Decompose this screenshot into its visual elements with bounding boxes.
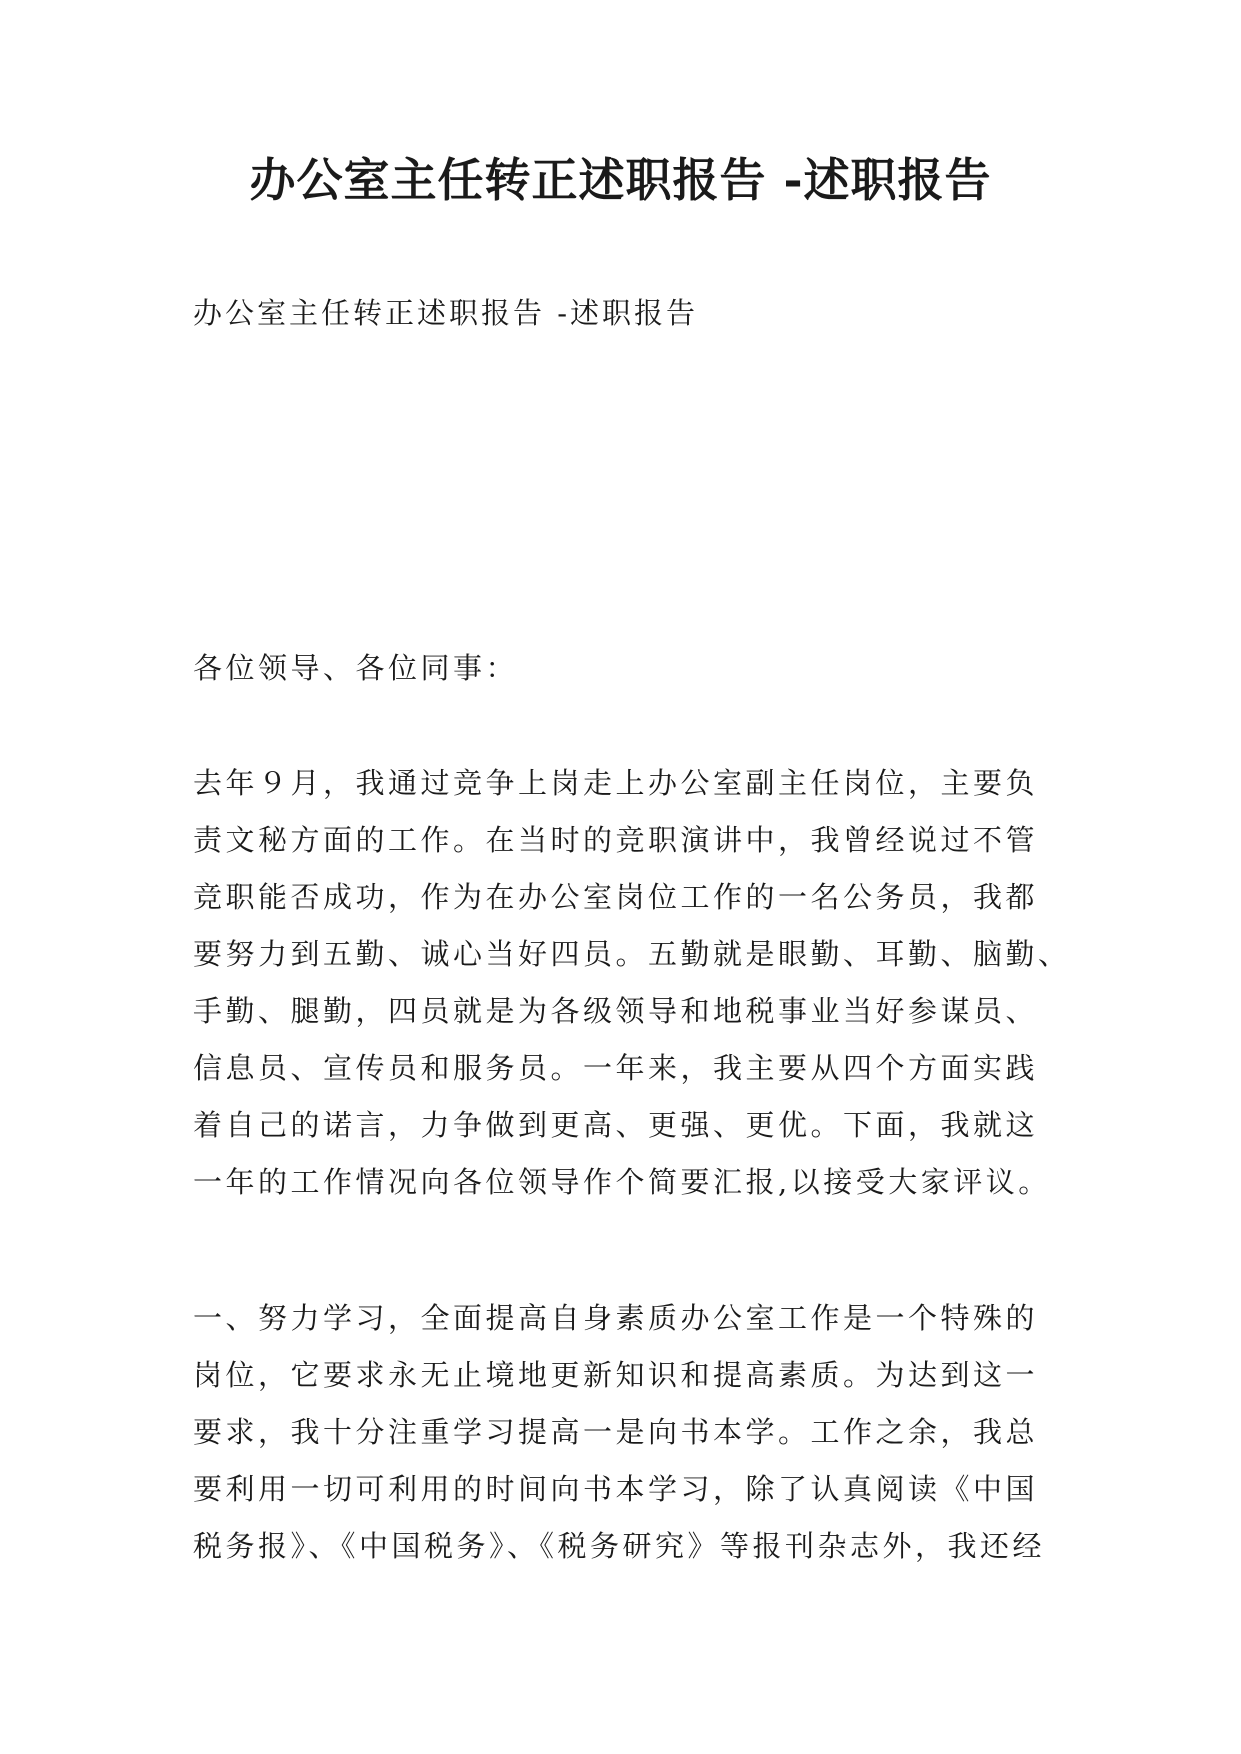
paragraph-line: 竞职能否成功，作为在办公室岗位工作的一名公务员，我都 <box>193 880 1039 914</box>
salutation: 各位领导、各位同事： <box>193 651 519 685</box>
paragraph-line: 着自己的诺言，力争做到更高、更强、更优。下面，我就这 <box>193 1108 1039 1142</box>
document-subtitle: 办公室主任转正述职报告 -述职报告 <box>193 296 699 330</box>
paragraph-line: 一、努力学习，全面提高自身素质办公室工作是一个特殊的 <box>193 1301 1039 1335</box>
paragraph-line: 要求，我十分注重学习提高一是向书本学。工作之余，我总 <box>193 1415 1039 1449</box>
paragraph-line: 责文秘方面的工作。在当时的竞职演讲中，我曾经说过不管 <box>193 823 1039 857</box>
paragraph-line: 信息员、宣传员和服务员。一年来，我主要从四个方面实践 <box>193 1051 1039 1085</box>
paragraph-line: 一年的工作情况向各位领导作个简要汇报,以接受大家评议。 <box>193 1165 1051 1199</box>
paragraph-line: 要努力到五勤、诚心当好四员。五勤就是眼勤、耳勤、脑勤、 <box>193 937 1071 971</box>
paragraph-line: 要利用一切可利用的时间向书本学习，除了认真阅读《中国 <box>193 1472 1039 1506</box>
paragraph-line: 去年９月，我通过竞争上岗走上办公室副主任岗位，主要负 <box>193 766 1039 800</box>
document-title: 办公室主任转正述职报告 -述职报告 <box>249 153 992 207</box>
paragraph-2 <box>193 1290 1063 1575</box>
paragraph-1 <box>193 755 1071 1211</box>
paragraph-line: 岗位，它要求永无止境地更新知识和提高素质。为达到这一 <box>193 1358 1039 1392</box>
paragraph-line: 手勤、腿勤，四员就是为各级领导和地税事业当好参谋员、 <box>193 994 1039 1028</box>
paragraph-line: 税务报》、《中国税务》、《税务研究》等报刊杂志外，我还经 <box>193 1529 1046 1563</box>
